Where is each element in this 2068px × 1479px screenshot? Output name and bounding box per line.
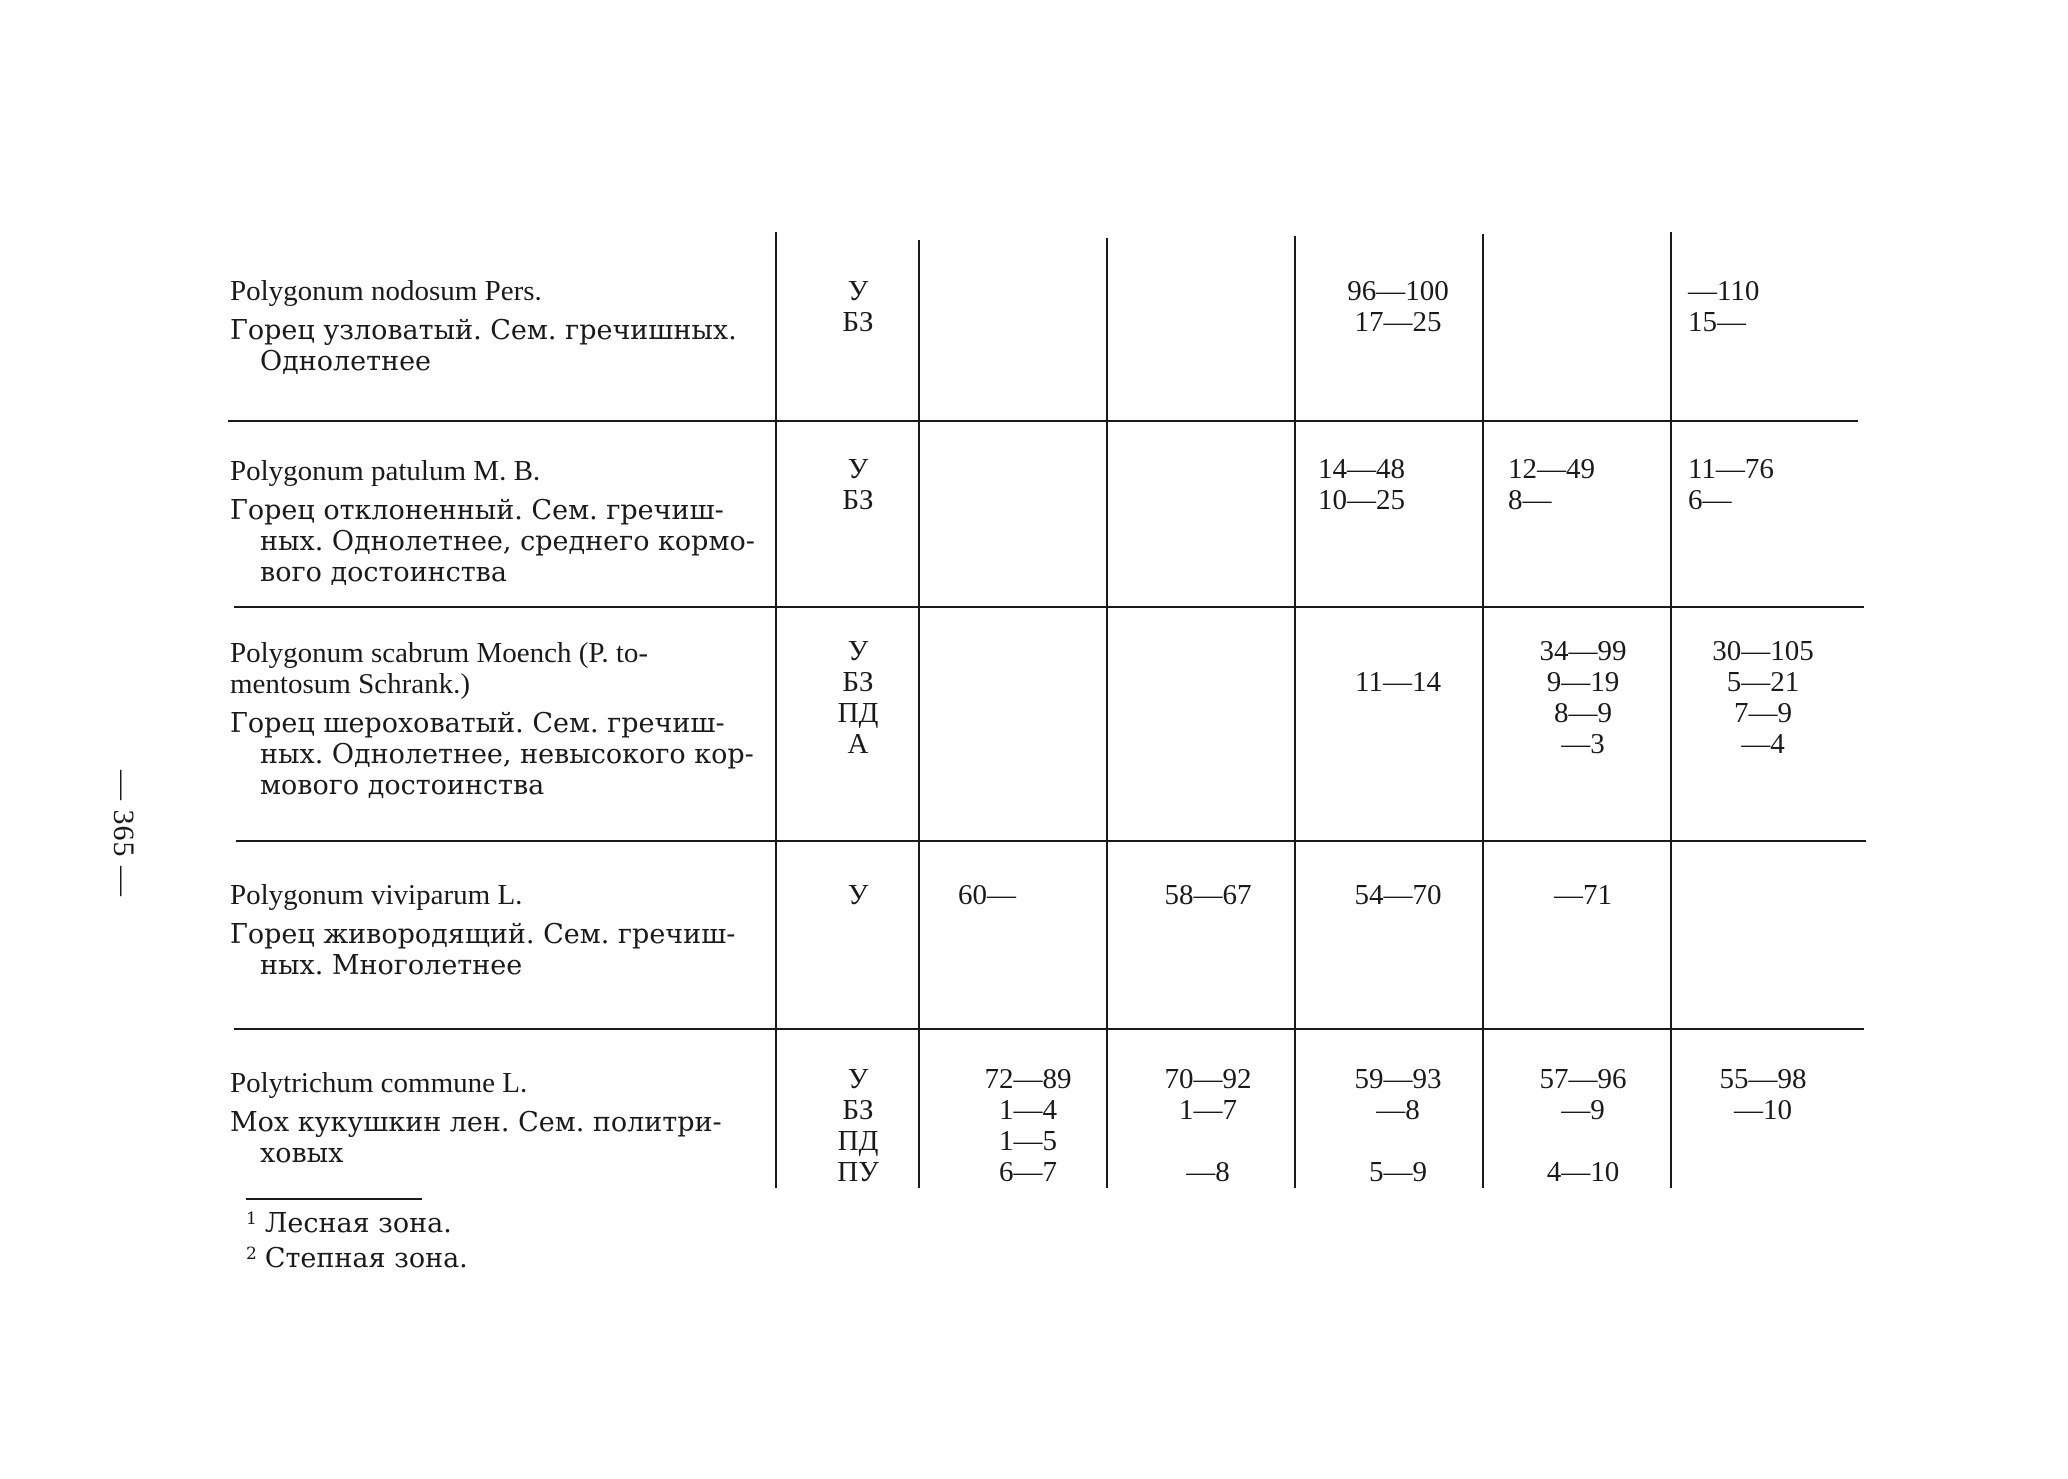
species-description [230, 456, 785, 588]
table-row [228, 420, 1858, 606]
footnote: $^2$ Степная зона. [246, 1243, 468, 1274]
species-table [228, 232, 1858, 1188]
species-description [230, 1068, 785, 1169]
value-col-3: 59—93 —8 5—9 [1354, 1063, 1442, 1188]
value-col-2: 58—67 [1164, 879, 1252, 911]
russian-description: Горец отклоненный. Сем. гречиш- ных. Однолетнее, среднего кормо- вого достоинства [230, 495, 755, 588]
row-divider [228, 420, 1858, 422]
value-col-4: 12—49 8— [1508, 453, 1595, 516]
russian-description: Горец шероховатый. Сем. гречиш- ных. Однолетнее, невысокого кор- мового достоинства [230, 708, 754, 801]
value-col-3: 11—14 [1355, 666, 1441, 698]
value-col-2: 70—92 1—7 —8 [1164, 1063, 1252, 1188]
latin-name: Polygonum viviparum L. [230, 879, 523, 911]
latin-name: Polygonum scabrum Moench (P. to- mentosum Schrank.) [230, 637, 649, 700]
species-description [230, 276, 785, 377]
latin-name: Polytrichum commune L. [230, 1067, 528, 1099]
value-col-4: 34—99 9—19 8—9 —3 [1539, 635, 1627, 760]
value-col-5: 55—98 —10 [1719, 1063, 1807, 1126]
value-col-1: 72—89 1—4 1—5 6—7 [984, 1063, 1072, 1188]
column-divider [1482, 234, 1484, 1188]
russian-description: Горец живородящий. Сем. гречиш- ных. Многолетнее [230, 919, 736, 981]
column-divider [1106, 238, 1108, 1188]
zone-codes: У БЗ ПД А [837, 635, 879, 760]
value-col-4: —71 [1554, 879, 1612, 911]
value-col-1: 60— [958, 879, 1016, 911]
value-col-3: 14—48 10—25 [1318, 453, 1405, 516]
russian-description: Горец узловатый. Сем. гречишных. Однолетнее [230, 315, 737, 377]
latin-name: Polygonum patulum M. B. [230, 455, 541, 487]
russian-description: Мох кукушкин лен. Сем. политри- ховых [230, 1107, 722, 1169]
row-divider [234, 606, 1864, 608]
footnote: $^1$ Лесная зона. [246, 1208, 452, 1239]
table-row [228, 840, 1858, 1028]
value-col-3: 54—70 [1354, 879, 1442, 911]
column-divider [1294, 236, 1296, 1188]
column-divider [775, 232, 777, 1188]
latin-name: Polygonum nodosum Pers. [230, 275, 542, 307]
column-divider [918, 240, 920, 1188]
column-divider [1670, 232, 1672, 1188]
zone-codes: У [847, 879, 869, 911]
row-divider [236, 840, 1866, 842]
species-description [230, 638, 785, 801]
value-col-5: —110 15— [1688, 275, 1760, 338]
value-col-5: 11—76 6— [1688, 453, 1774, 516]
table-row [228, 1028, 1858, 1188]
row-divider [234, 1028, 1864, 1030]
table-row [228, 232, 1858, 420]
value-col-3: 96—100 17—25 [1347, 275, 1449, 338]
value-col-4: 57—96 —9 4—10 [1539, 1063, 1627, 1188]
footnotes [246, 1204, 468, 1274]
zone-codes: У БЗ ПД ПУ [837, 1063, 879, 1188]
zone-codes: У БЗ [842, 275, 874, 338]
table-row [228, 606, 1858, 840]
footnote-rule [246, 1198, 422, 1200]
page-number: — 365 — [107, 770, 140, 897]
zone-codes: У БЗ [842, 453, 874, 516]
species-description [230, 880, 785, 981]
value-col-5: 30—105 5—21 7—9 —4 [1712, 635, 1814, 760]
